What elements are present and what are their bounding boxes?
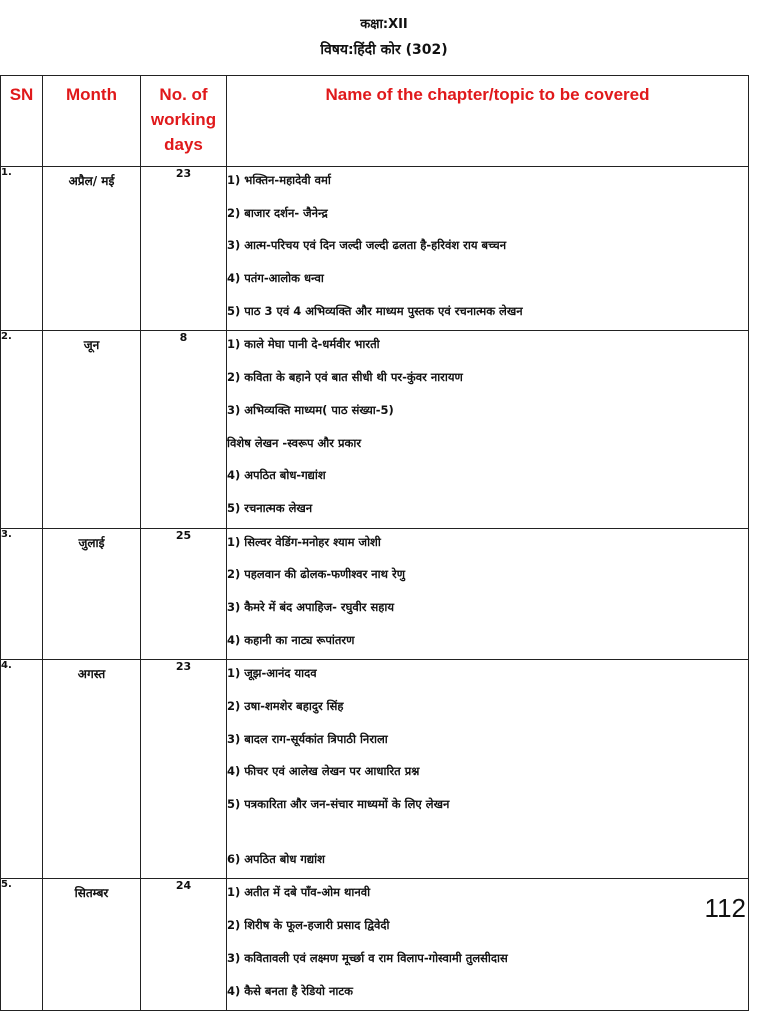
syllabus-table [0,75,749,1011]
table-row [1,660,749,879]
topic-item: 2) शिरीष के फूल-हजारी प्रसाद द्विवेदी [227,918,390,933]
topic-spacer [227,824,748,846]
topic-item: 1) जूझ-आनंद यादव [227,666,317,681]
column-header-chapter: Name of the chapter/topic to be covered [227,76,749,167]
row-working-days: 23 [141,167,227,331]
row-month: जून [43,331,141,528]
topic-item: 1) अतीत में दबे पाँव-ओम थानवी [227,885,371,900]
column-header-working-days: No. of working days [141,76,227,167]
topic-item: 1) भक्तिन-महादेवी वर्मा [227,173,331,187]
topic-item: 3) बादल राग-सूर्यकांत त्रिपाठी निराला [227,731,388,746]
column-header-sn: SN [1,76,43,167]
table-row [1,879,749,1011]
topic-item: 2) पहलवान की ढोलक-फणीश्वर नाथ रेणु [227,567,406,582]
class-heading: कक्षा:XII [360,17,408,32]
table-row [1,167,749,331]
row-month: अगस्त [43,660,141,879]
topic-item: 3) आत्म-परिचय एवं दिन जल्दी जल्दी ढलता है-हरिवंश राय बच्चन [227,238,507,253]
table-header-row [1,76,749,167]
topic-item: 1) काले मेघा पानी दे-धर्मवीर भारती [227,337,380,352]
column-header-month: Month [43,76,141,167]
topic-item: 5) पत्रकारिता और जन-संचार माध्यमों के लिए लेखन [227,797,450,812]
row-serial-number: 4. [1,660,43,879]
topic-item: 2) उषा-शमशेर बहादुर सिंह [227,699,344,713]
page-number: 112 [704,893,746,923]
row-working-days: 25 [141,528,227,660]
topic-item: 4) पतंग-आलोक धन्वा [227,271,324,286]
topic-item: 1) सिल्वर वेडिंग-मनोहर श्याम जोशी [227,534,381,549]
row-month: अप्रैल/ मई [43,167,141,331]
topic-item: 3) कवितावली एवं लक्ष्मण मूर्च्छा व राम विलाप-गोस्वामी तुलसीदास [227,950,508,965]
row-topics [227,167,749,331]
row-topics [227,331,749,528]
row-serial-number: 2. [1,331,43,528]
topic-item: 3) अभिव्यक्ति माध्यम( पाठ संख्या-5) [227,402,394,417]
row-serial-number: 3. [1,528,43,660]
row-serial-number: 5. [1,879,43,1011]
row-working-days: 23 [141,660,227,879]
row-topics [227,528,749,660]
topic-item: 3) कैमरे में बंद अपाहिज- रघुवीर सहाय [227,599,395,614]
topic-item: 5) पाठ 3 एवं 4 अभिव्यक्ति और माध्यम पुस्तक एवं रचनात्मक लेखन [227,303,523,318]
row-working-days: 8 [141,331,227,528]
row-topics [227,879,749,1011]
topic-item: 2) कविता के बहाने एवं बात सीधी थी पर-कुंवर नारायण [227,370,463,385]
table-body [1,167,749,1011]
row-topics [227,660,749,879]
topic-item: 6) अपठित बोध गद्यांश [227,851,325,866]
subject-heading: विषय:हिंदी कोर (302) [320,42,448,58]
topic-item: 4) कहानी का नाट्य रूपांतरण [227,632,355,647]
topic-item: 5) रचनात्मक लेखन [227,500,313,515]
table-row [1,331,749,528]
row-month: जुलाई [43,528,141,660]
table-row [1,528,749,660]
row-serial-number: 1. [1,167,43,331]
topic-item: 4) अपठित बोध-गद्यांश [227,468,326,483]
row-working-days: 24 [141,879,227,1011]
row-month: सितम्बर [43,879,141,1011]
topic-item: 4) कैसे बनता है रेडियो नाटक [227,983,353,998]
topic-item: विशेष लेखन -स्वरूप और प्रकार [227,435,362,450]
topic-item: 4) फीचर एवं आलेख लेखन पर आधारित प्रश्न [227,764,420,779]
topic-item: 2) बाजार दर्शन- जैनेन्द्र [227,205,328,220]
